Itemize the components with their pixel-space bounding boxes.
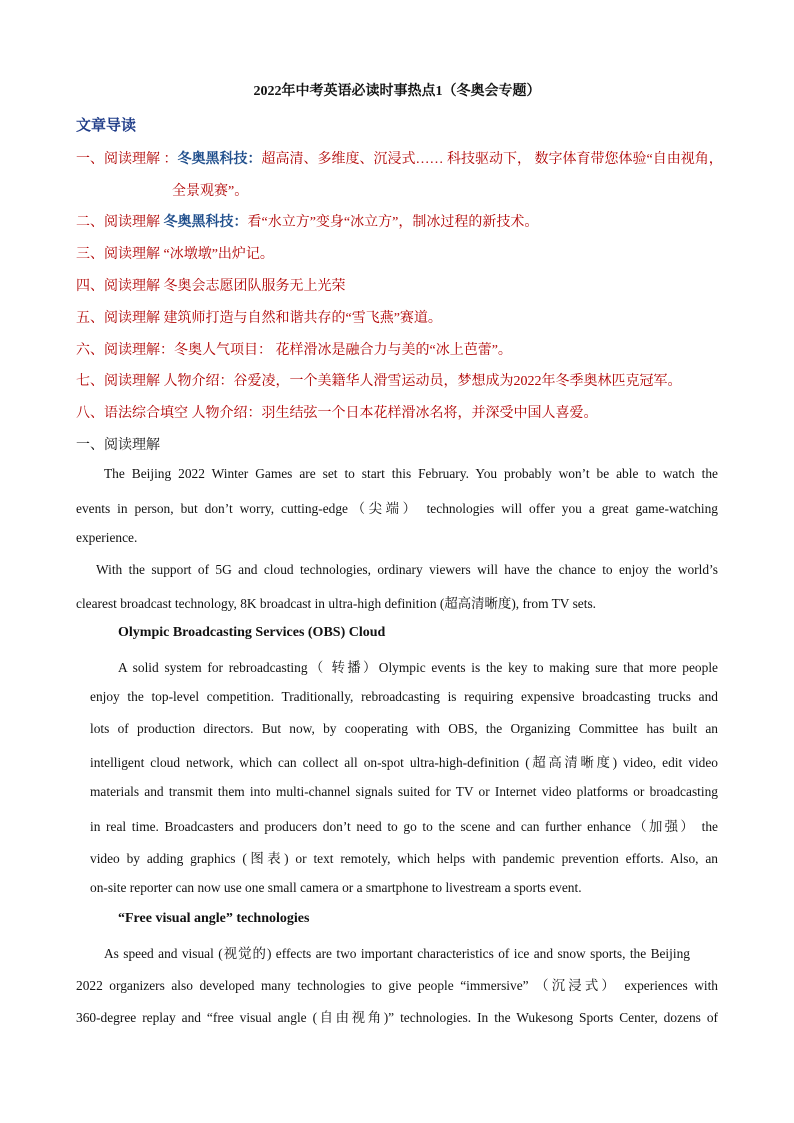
paragraph-1-line: experience.: [76, 530, 138, 545]
toc-number: 四、阅读理解: [76, 279, 164, 294]
toc-separator: ：: [163, 152, 178, 167]
paragraph-3-line: lots of production directors. But now, by cooperating with OBS, the Organizing Committee has built an: [90, 721, 718, 736]
subheading-obs-cloud: Olympic Broadcasting Services (OBS) Cloud: [118, 625, 386, 640]
paragraph-4-line: 2022 organizers also developed many technologies to give people “immersive” （沉浸式） experiences with: [76, 978, 718, 993]
paragraph-3-line: enjoy the top-level competition. Traditionally, rebroadcasting is requiring expensive broadcasting trucks and: [90, 689, 718, 704]
toc-text: 建筑师打造与自然和谐共存的“雪飞燕”赛道。: [163, 311, 442, 326]
paragraph-3-line: video by adding graphics (图表) or text remotely, which helps with pandemic prevention efforts. Also, an: [90, 851, 718, 866]
toc-text: 人物介绍：羽生结弦一个日本花样滑冰名将，并深受中国人喜爱。: [191, 406, 598, 421]
paragraph-3-line: A solid system for rebroadcasting（ 转播）Olympic events is the key to making sure that more people: [118, 660, 718, 675]
toc-number: 六、阅读理解：: [76, 343, 174, 358]
toc-text: 看“水立方”变身“冰立方”，制冰过程的新技术。: [247, 215, 539, 230]
toc-number: 一、阅读理解: [76, 152, 164, 167]
toc-highlight: 冬奥黑科技：: [163, 215, 248, 230]
toc-item-2: [76, 211, 538, 231]
paragraph-3-line: materials and transmit them into multi-channel signals suited for TV or Internet video platforms or broadcasting: [90, 784, 718, 799]
toc-text: 人物介绍：谷爱凌，一个美籍华人滑雪运动员，梦想成为2022年冬季奥林匹克冠军。: [163, 374, 682, 389]
paragraph-4-line: As speed and visual (视觉的) effects are two important characteristics of ice and snow sports, the Beijing: [104, 946, 690, 961]
toc-highlight: 冬奥黑科技：: [177, 152, 262, 167]
toc-number: 八、语法综合填空: [76, 406, 192, 421]
paragraph-2-line: clearest broadcast technology, 8K broadcast in ultra-high definition (超高清晰度), from TV sets.: [76, 596, 596, 611]
section-1-label: 一、阅读理解: [76, 438, 160, 453]
paragraph-1-line: events in person, but don’t worry, cutting-edge（尖端） technologies will offer you a great game-watching: [76, 501, 718, 516]
paragraph-1-line: The Beijing 2022 Winter Games are set to start this February. You probably won’t be able to watch the: [104, 466, 718, 481]
toc-text: “冰墩墩”出炉记。: [163, 247, 274, 262]
paragraph-2-line: With the support of 5G and cloud technologies, ordinary viewers will have the chance to enjoy the world’s: [96, 562, 718, 577]
toc-item-4: [76, 275, 346, 295]
paragraph-4-line: 360-degree replay and “free visual angle (自由视角)” technologies. In the Wukesong Sports Center, dozens of: [76, 1010, 718, 1025]
paragraph-3-line: on-site reporter can now use one small camera or a smartphone to livestream a sports event.: [90, 880, 582, 895]
guide-heading: 文章导读: [76, 118, 137, 134]
toc-item-1: [76, 148, 723, 168]
paragraph-3-line: in real time. Broadcasters and producers don’t need to go to the scene and can further enhance（加强） the: [90, 819, 718, 834]
toc-item-5: [76, 307, 442, 327]
toc-item-8: [76, 402, 598, 422]
toc-item-1-continued: 全景观赛”。: [172, 184, 249, 199]
toc-number: 七、阅读理解: [76, 374, 164, 389]
toc-text: 冬奥人气项目： 花样滑冰是融合力与美的“冰上芭蕾”。: [174, 343, 512, 358]
paragraph-3-line: intelligent cloud network, which can collect all on-spot ultra-high-definition (超高清晰度) video, edit video: [90, 755, 718, 770]
subheading-free-visual-angle: “Free visual angle” technologies: [118, 911, 310, 926]
toc-text: 超高清、多维度、沉浸式…… 科技驱动下， 数字体育带您体验“自由视角，: [261, 152, 723, 167]
toc-item-6: [76, 339, 512, 359]
toc-number: 三、阅读理解: [76, 247, 164, 262]
toc-text: 冬奥会志愿团队服务无上光荣: [163, 279, 346, 294]
toc-number: 五、阅读理解: [76, 311, 164, 326]
toc-item-3: [76, 243, 274, 263]
toc-number: 二、阅读理解: [76, 215, 164, 230]
toc-item-7: [76, 370, 682, 390]
document-title: 2022年中考英语必读时事热点1（冬奥会专题）: [253, 84, 541, 99]
